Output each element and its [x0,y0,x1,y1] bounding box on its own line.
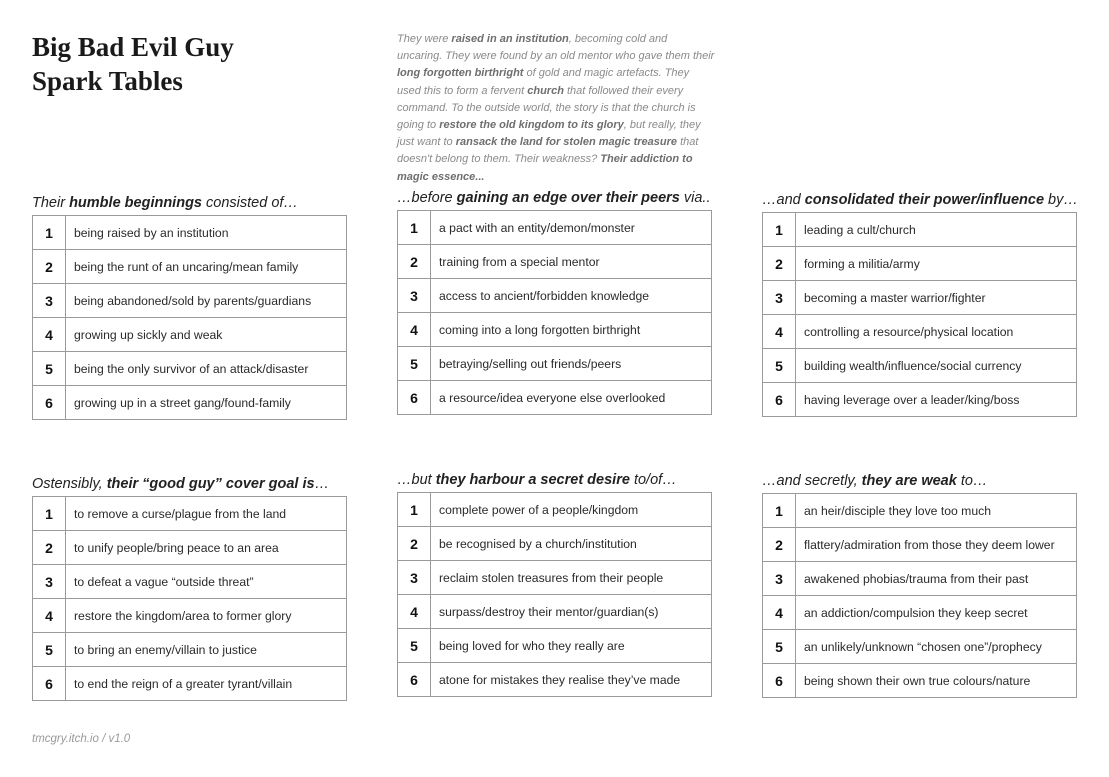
example-text: , but really, they just want to [397,119,701,149]
row-number: 1 [398,493,431,527]
table-row [763,213,1077,247]
row-number: 3 [33,565,66,599]
table-row [398,595,712,629]
example-highlight: restore the old kingdom to its glory [439,119,624,132]
row-number: 6 [398,381,431,415]
row-text: being loved for who they really are [431,629,712,663]
row-number: 4 [33,318,66,352]
table-row [398,493,712,527]
table-weakness [762,471,1077,698]
table-row [763,349,1077,383]
row-text: an unlikely/unknown “chosen one”/prophecy [796,630,1077,664]
table-row [398,279,712,313]
row-number: 6 [33,667,66,701]
table-row [763,383,1077,417]
row-text: surpass/destroy their mentor/guardian(s) [431,595,712,629]
row-text: becoming a master warrior/fighter [796,281,1077,315]
table-row [33,667,347,701]
table-row [763,315,1077,349]
row-number: 5 [33,352,66,386]
example-highlight: long forgotten birthright [397,67,524,80]
table-row [398,527,712,561]
heading-tail: to/of… [629,472,677,488]
row-text: to unify people/bring peace to an area [66,531,347,565]
row-text: be recognised by a church/institution [431,527,712,561]
table-heading [32,193,347,213]
title-line-1: Big Bad Evil Guy [32,32,234,62]
row-number: 2 [763,528,796,562]
spark-table [32,215,347,420]
row-number: 1 [398,211,431,245]
example-text: that followed their every command. To the outside world, the story is that the church is going to [397,84,696,132]
table-row [33,497,347,531]
row-number: 4 [763,315,796,349]
row-text: being the runt of an uncaring/mean family [66,250,347,284]
table-gaining-edge [397,188,712,415]
row-text: a resource/idea everyone else overlooked [431,381,712,415]
table-row [33,633,347,667]
heading-emphasis: they are weak [861,473,957,489]
row-number: 3 [33,284,66,318]
example-text: of gold and magic artefacts. They used this to form a fervent [397,67,690,97]
row-text: being raised by an institution [66,216,347,250]
table-heading [32,474,347,494]
heading-tail: … [314,476,330,492]
example-highlight: church [527,84,564,97]
table-row [763,494,1077,528]
table-row [33,352,347,386]
table-row [763,664,1077,698]
table-row [33,599,347,633]
heading-lead: Their [32,195,70,211]
table-row [33,531,347,565]
row-number: 5 [398,347,431,381]
row-number: 1 [33,216,66,250]
heading-lead: …but [397,472,436,488]
row-text: an addiction/compulsion they keep secret [796,596,1077,630]
row-number: 6 [398,663,431,697]
heading-emphasis: humble beginnings [69,195,202,211]
row-number: 3 [398,279,431,313]
example-text: , becoming cold and uncaring. They were found by an old mentor who gave them their [397,33,715,63]
row-number: 4 [763,596,796,630]
table-row [33,250,347,284]
page-title [32,30,234,98]
row-text: awakened phobias/trauma from their past [796,562,1077,596]
table-row [763,596,1077,630]
row-text: restore the kingdom/area to former glory [66,599,347,633]
row-number: 4 [398,313,431,347]
row-number: 5 [763,349,796,383]
table-row [398,561,712,595]
row-text: having leverage over a leader/king/boss [796,383,1077,417]
row-number: 4 [398,595,431,629]
example-text: that doesn't belong to them. Their weakness? [397,136,699,166]
example-text: They were [397,33,452,45]
table-row [398,211,712,245]
heading-lead: Ostensibly, [32,476,107,492]
table-row [763,562,1077,596]
heading-emphasis: their “good guy” cover goal is [106,476,315,492]
table-humble-beginnings [32,193,347,420]
row-text: leading a cult/church [796,213,1077,247]
spark-table [397,210,712,415]
row-text: controlling a resource/physical location [796,315,1077,349]
row-number: 3 [763,281,796,315]
row-text: forming a militia/army [796,247,1077,281]
row-text: being abandoned/sold by parents/guardians [66,284,347,318]
row-text: growing up in a street gang/found-family [66,386,347,420]
heading-tail: via.. [679,190,711,206]
row-text: flattery/admiration from those they deem lower [796,528,1077,562]
table-consolidated-power [762,190,1077,417]
row-number: 1 [33,497,66,531]
row-text: atone for mistakes they realise they’ve made [431,663,712,697]
heading-tail: by… [1044,192,1078,208]
row-number: 6 [33,386,66,420]
row-number: 2 [398,245,431,279]
example-highlight: Their addiction to magic essence... [397,153,693,183]
spark-table [762,212,1077,417]
example-highlight: raised in an institution [451,33,569,45]
row-text: being the only survivor of an attack/disaster [66,352,347,386]
row-text: an heir/disciple they love too much [796,494,1077,528]
heading-emphasis: consolidated their power/influence [804,192,1045,208]
heading-lead: …and secretly, [762,473,862,489]
table-row [763,281,1077,315]
table-heading [397,188,712,208]
row-text: a pact with an entity/demon/monster [431,211,712,245]
spark-table [762,493,1077,698]
table-heading [397,470,712,490]
table-row [398,245,712,279]
table-row [33,216,347,250]
example-highlight: ransack the land for stolen magic treasure [455,136,678,149]
row-text: to defeat a vague “outside threat” [66,565,347,599]
table-row [33,565,347,599]
table-row [398,313,712,347]
table-heading [762,471,1077,491]
table-row [33,318,347,352]
row-text: to bring an enemy/villain to justice [66,633,347,667]
table-row [763,247,1077,281]
table-row [398,347,712,381]
table-row [398,629,712,663]
row-text: training from a special mentor [431,245,712,279]
row-number: 5 [398,629,431,663]
heading-tail: consisted of… [202,195,298,211]
table-row [763,528,1077,562]
table-row [33,284,347,318]
table-row [398,381,712,415]
heading-emphasis: gaining an edge over their peers [456,190,680,206]
row-text: being shown their own true colours/nature [796,664,1077,698]
table-row [763,630,1077,664]
heading-tail: to… [956,473,988,489]
title-line-2: Spark Tables [32,66,183,96]
table-row [33,386,347,420]
table-secret-desire [397,470,712,697]
row-text: reclaim stolen treasures from their people [431,561,712,595]
row-text: growing up sickly and weak [66,318,347,352]
heading-lead: …and [762,192,805,208]
row-number: 2 [398,527,431,561]
table-heading [762,190,1077,210]
row-text: betraying/selling out friends/peers [431,347,712,381]
row-number: 2 [33,250,66,284]
heading-lead: …before [397,190,457,206]
row-number: 6 [763,664,796,698]
example-paragraph [397,31,715,186]
row-number: 2 [763,247,796,281]
row-number: 6 [763,383,796,417]
row-text: complete power of a people/kingdom [431,493,712,527]
spark-table [32,496,347,701]
row-text: building wealth/influence/social currency [796,349,1077,383]
row-number: 5 [33,633,66,667]
table-row [398,663,712,697]
spark-table [397,492,712,697]
row-number: 2 [33,531,66,565]
heading-emphasis: they harbour a secret desire [435,472,630,488]
row-number: 1 [763,213,796,247]
footer-credit: tmcgry.itch.io / v1.0 [32,733,131,745]
table-cover-goal [32,474,347,701]
row-text: to end the reign of a greater tyrant/villain [66,667,347,701]
row-number: 3 [763,562,796,596]
row-number: 3 [398,561,431,595]
row-text: access to ancient/forbidden knowledge [431,279,712,313]
row-text: coming into a long forgotten birthright [431,313,712,347]
row-number: 5 [763,630,796,664]
row-number: 1 [763,494,796,528]
row-text: to remove a curse/plague from the land [66,497,347,531]
row-number: 4 [33,599,66,633]
